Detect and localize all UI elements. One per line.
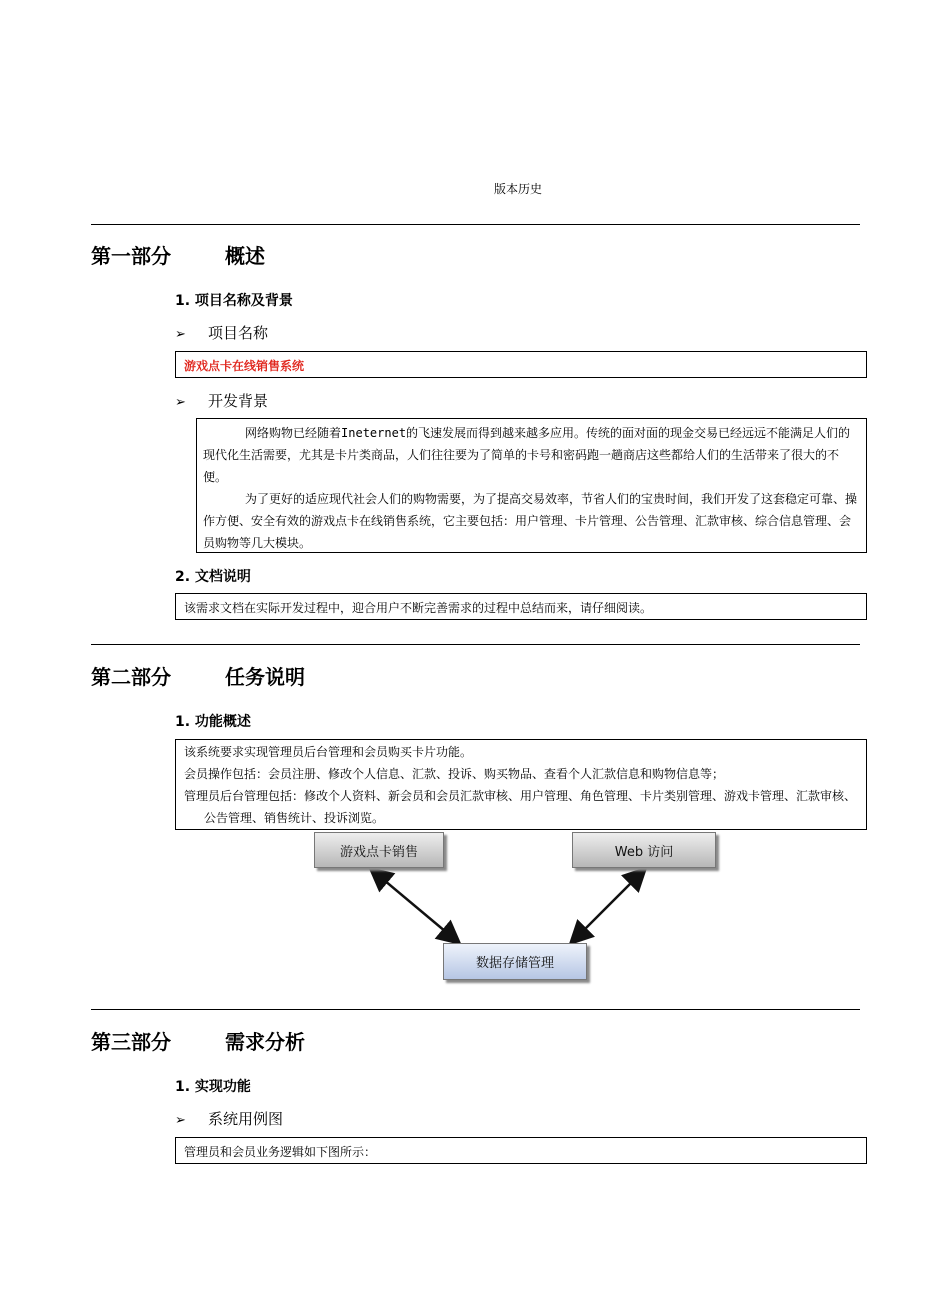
part1-heading (91, 240, 265, 269)
function-line-3: 管理员后台管理包括：修改个人资料、新会员和会员汇款审核、用户管理、角色管理、卡片类别管理、游戏卡管理、汇款审核、公告管理、销售统计、投诉浏览。 (184, 789, 857, 825)
bullet-label: 系统用例图 (208, 1110, 284, 1128)
arrow-web-storage (572, 870, 644, 942)
section-heading-project: 1. 项目名称及背景 (175, 293, 293, 309)
architecture-diagram (300, 830, 730, 985)
part3-heading (91, 1026, 305, 1055)
bullet-usecase (175, 1108, 283, 1129)
section-heading-implement: 1. 实现功能 (175, 1079, 251, 1095)
section-heading-doc: 2. 文档说明 (175, 569, 251, 585)
divider (91, 644, 860, 645)
text-run: 网络购物已经随着 (245, 426, 342, 440)
project-name-box: 游戏点卡在线销售系统 (175, 351, 867, 378)
bullet-label: 开发背景 (208, 392, 269, 410)
function-overview-box (175, 739, 867, 830)
text-run-mono: Ineternet (341, 426, 407, 440)
arrowhead-bullet-icon: ➢ (175, 327, 186, 342)
part2-heading (91, 661, 305, 690)
arrow-sales-storage (372, 870, 458, 942)
section-heading-function: 1. 功能概述 (175, 714, 251, 730)
background-paragraph-1 (203, 422, 860, 488)
diagram-box-sales: 游戏点卡销售 (314, 832, 444, 868)
bullet-label: 项目名称 (208, 324, 269, 342)
background-box (196, 418, 867, 553)
divider (91, 224, 860, 225)
function-line-2: 会员操作包括：会员注册、修改个人信息、汇款、投诉、购买物品、查看个人汇款信息和购物信息等； (184, 767, 725, 781)
part3-title: 需求分析 (225, 1030, 305, 1054)
arrowhead-bullet-icon: ➢ (175, 1113, 186, 1128)
part3-label: 第三部分 (91, 1030, 171, 1054)
part1-title: 概述 (225, 244, 265, 268)
diagram-box-storage: 数据存储管理 (443, 943, 587, 980)
text-run: 的飞速发展而得到越来越多应用。传统的面对面的现金交易已经远远不能满足人们的现代化生活需要，尤其是卡片类商品，人们往往要为了简单的卡号和密码跑一趟商店这些都给人们的生活带来了很大的不便。 (203, 426, 851, 484)
part2-title: 任务说明 (225, 665, 305, 689)
bullet-background (175, 390, 268, 411)
usecase-note-box: 管理员和会员业务逻辑如下图所示： (175, 1137, 867, 1164)
doc-note-box: 该需求文档在实际开发过程中，迎合用户不断完善需求的过程中总结而来，请仔细阅读。 (175, 593, 867, 620)
diagram-box-web: Web 访问 (572, 832, 716, 868)
divider (91, 1009, 860, 1010)
version-history-title: 版本历史 (493, 182, 542, 196)
function-line-1: 该系统要求实现管理员后台管理和会员购买卡片功能。 (184, 745, 473, 759)
arrowhead-bullet-icon: ➢ (175, 395, 186, 410)
part2-label: 第二部分 (91, 665, 171, 689)
background-paragraph-2: 为了更好的适应现代社会人们的购物需要，为了提高交易效率，节省人们的宝贵时间，我们开发了这套稳定可靠、操作方便、安全有效的游戏点卡在线销售系统，它主要包括：用户管理、卡片管理、公告管理、汇款审核、综合信息管理、会员购物等几大模块。 (203, 492, 858, 550)
part1-label: 第一部分 (91, 244, 171, 268)
bullet-project-name (175, 322, 268, 343)
